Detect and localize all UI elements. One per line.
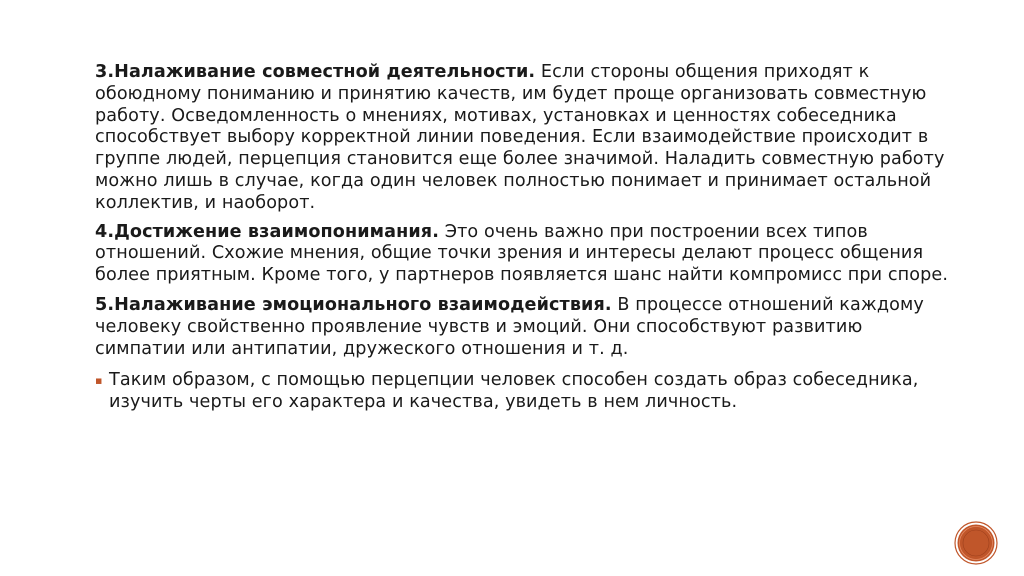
bullet-text: Таким образом, с помощью перцепции человек способен создать образ собеседника, изучить черты его характера и качества, увидеть в нем личность. — [109, 370, 919, 413]
paragraph-heading: 5.Налаживание эмоционального взаимодействия. — [95, 294, 612, 315]
decorative-circle-logo-icon — [954, 521, 998, 565]
bullet-conclusion — [95, 370, 955, 414]
paragraph-body: Если стороны общения приходят к обоюдному пониманию и принятию качеств, им будет проще организовать совместную работу. Осведомленность о мнениях, мотивах, установках и ценностях собеседника способствует выбору корректной линии поведения. Если взаимодействие происходит в группе людей, перцепция становится еще более значимой. Наладить совместную работу можно лишь в случае, когда один человек полностью понимает и принимает остальной коллектив, и наоборот. — [95, 62, 945, 213]
slide-content — [95, 62, 955, 414]
paragraph-emotional-interaction — [95, 295, 955, 360]
paragraph-mutual-understanding — [95, 222, 955, 287]
paragraph-body: Это очень важно при построении всех типов отношений. Схожие мнения, общие точки зрения и интересы делают процесс общения более приятным. Кроме того, у партнеров появляется шанс найти компромисс при споре. — [95, 221, 949, 286]
paragraph-heading: 3.Налаживание совместной деятельности. — [95, 62, 536, 82]
bullet-square-icon: ▪ — [95, 374, 103, 388]
paragraph-heading: 4.Достижение взаимопонимания. — [95, 221, 439, 242]
paragraph-joint-activity — [95, 62, 955, 215]
paragraph-body: В процессе отношений каждому человеку свойственно проявление чувств и эмоций. Они способствуют развитию симпатии или антипатии, дружеского отношения и т. д. — [95, 294, 924, 359]
